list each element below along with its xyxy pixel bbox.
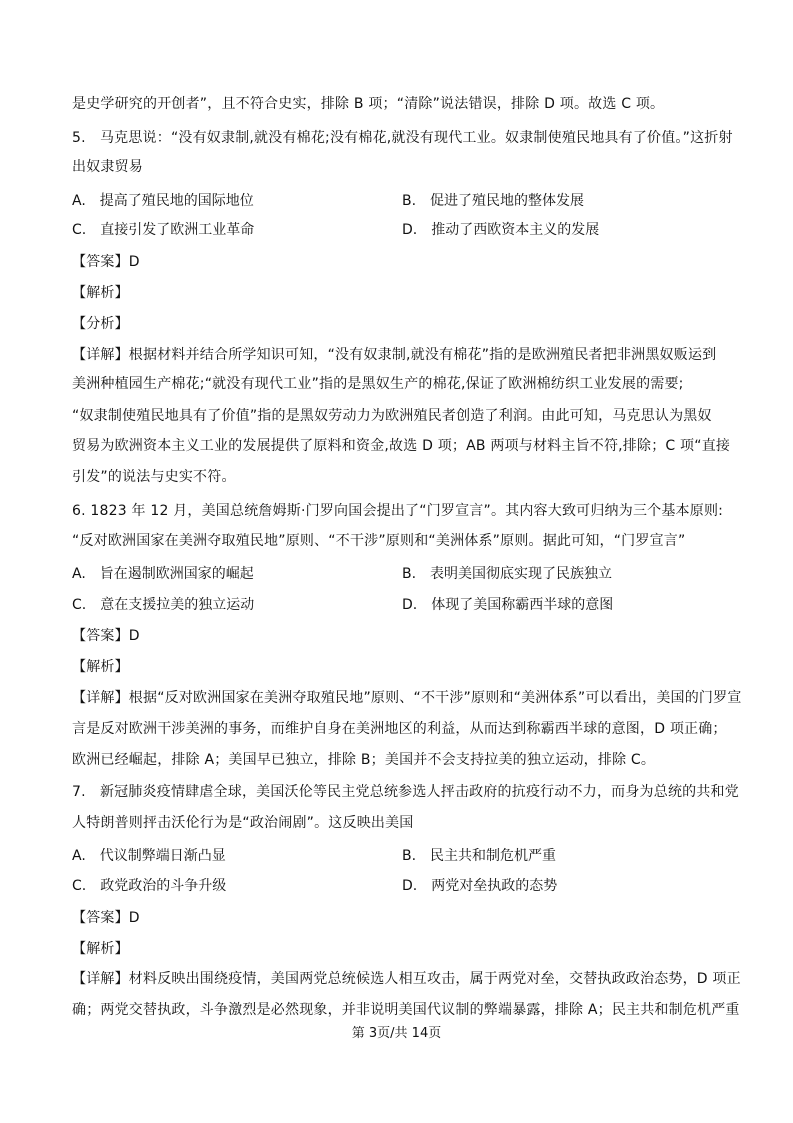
q5-answer: 【答案】D bbox=[72, 254, 140, 270]
q7-analysis-heading: 【解析】 bbox=[72, 941, 129, 957]
q5-detail-line-4: 贸易为欧洲资本主义工业的发展提供了原料和资金,故选 D 项；AB 两项与材料主旨不符,排除；C 项“直接 bbox=[72, 438, 731, 454]
q7-option-a: A. 代议制弊端日渐凸显 bbox=[72, 848, 226, 864]
q6-stem-line-1: 6. 1823 年 12 月，美国总统詹姆斯·门罗向国会提出了“门罗宣言”。其内容大致可归纳为三个基本原则: bbox=[72, 503, 724, 519]
q6-answer: 【答案】D bbox=[72, 628, 140, 644]
text-line: 是史学研究的开创者”，且不符合史实，排除 B 项；“清除”说法错误，排除 D 项。故选 C 项。 bbox=[72, 96, 665, 112]
q7-answer: 【答案】D bbox=[72, 910, 140, 926]
q5-detail-line-1: 【详解】根据材料并结合所学知识可知，“没有奴隶制,就没有棉花”指的是欧洲殖民者把非洲黑奴贩运到 bbox=[72, 347, 717, 363]
page-number-footer: 第 3页/共 14页 bbox=[351, 1026, 442, 1041]
q6-option-b: B. 表明美国彻底实现了民族独立 bbox=[402, 566, 613, 582]
q5-stem-line-2: 出奴隶贸易 bbox=[72, 159, 143, 175]
q7-stem-line-2: 人特朗普则抨击沃伦行为是“政治闹剧”。这反映出美国 bbox=[72, 815, 414, 831]
q7-option-c: C. 政党政治的斗争升级 bbox=[72, 878, 227, 894]
q5-detail-line-3: “奴隶制使殖民地具有了价值”指的是黑奴劳动力为欧洲殖民者创造了利润。由此可知，马克思认为黑奴 bbox=[72, 408, 712, 424]
q5-analysis-heading: 【解析】 bbox=[72, 285, 129, 301]
q6-option-c: C. 意在支援拉美的独立运动 bbox=[72, 597, 255, 613]
q6-stem-line-2: “反对欧洲国家在美洲夺取殖民地”原则、“不干涉”原则和“美洲体系”原则。据此可知，“门罗宣言” bbox=[72, 533, 686, 549]
q5-fenxi-heading: 【分析】 bbox=[72, 316, 129, 332]
q5-option-b: B. 促进了殖民地的整体发展 bbox=[402, 193, 585, 209]
q5-option-d: D. 推动了西欧资本主义的发展 bbox=[402, 222, 600, 238]
q6-detail-line-3: 欧洲已经崛起，排除 A；美国早已独立，排除 B；美国并不会支持拉美的独立运动，排除 C。 bbox=[72, 752, 656, 768]
q5-stem-line-1: 5. 马克思说：“没有奴隶制,就没有棉花;没有棉花,就没有现代工业。奴隶制使殖民地具有了价值。”这折射 bbox=[72, 130, 733, 146]
q5-detail-line-2: 美洲种植园生产棉花;“就没有现代工业”指的是黑奴生产的棉花,保证了欧洲棉纺织工业发展的需要; bbox=[72, 376, 684, 392]
q7-option-b: B. 民主共和制危机严重 bbox=[402, 848, 557, 864]
q5-option-a: A. 提高了殖民地的国际地位 bbox=[72, 193, 254, 209]
q5-option-c: C. 直接引发了欧洲工业革命 bbox=[72, 222, 255, 238]
q7-detail-line-1: 【详解】材料反映出围绕疫情，美国两党总统候选人相互攻击，属于两党对垒，交替执政政治态势，D 项正 bbox=[72, 971, 741, 987]
q6-option-d: D. 体现了美国称霸西半球的意图 bbox=[402, 597, 614, 613]
q5-detail-line-5: 引发”的说法与史实不符。 bbox=[72, 469, 236, 485]
q6-analysis-heading: 【解析】 bbox=[72, 659, 129, 675]
q6-detail-line-2: 言是反对欧洲干涉美洲的事务，而维护自身在美洲地区的利益，从而达到称霸西半球的意图，D 项正确； bbox=[72, 721, 727, 737]
q7-stem-line-1: 7. 新冠肺炎疫情肆虐全球，美国沃伦等民主党总统参选人抨击政府的抗疫行动不力，而身为总统的共和党 bbox=[72, 784, 739, 800]
q6-option-a: A. 旨在遏制欧洲国家的崛起 bbox=[72, 566, 254, 582]
q7-detail-line-2: 确；两党交替执政，斗争激烈是必然现象，并非说明美国代议制的弊端暴露，排除 A；民主共和制危机严重 bbox=[72, 1002, 740, 1018]
q7-option-d: D. 两党对垒执政的态势 bbox=[402, 878, 558, 894]
q6-detail-line-1: 【详解】根据“反对欧洲国家在美洲夺取殖民地”原则、“不干涉”原则和“美洲体系”可以看出，美国的门罗宣 bbox=[72, 690, 742, 706]
